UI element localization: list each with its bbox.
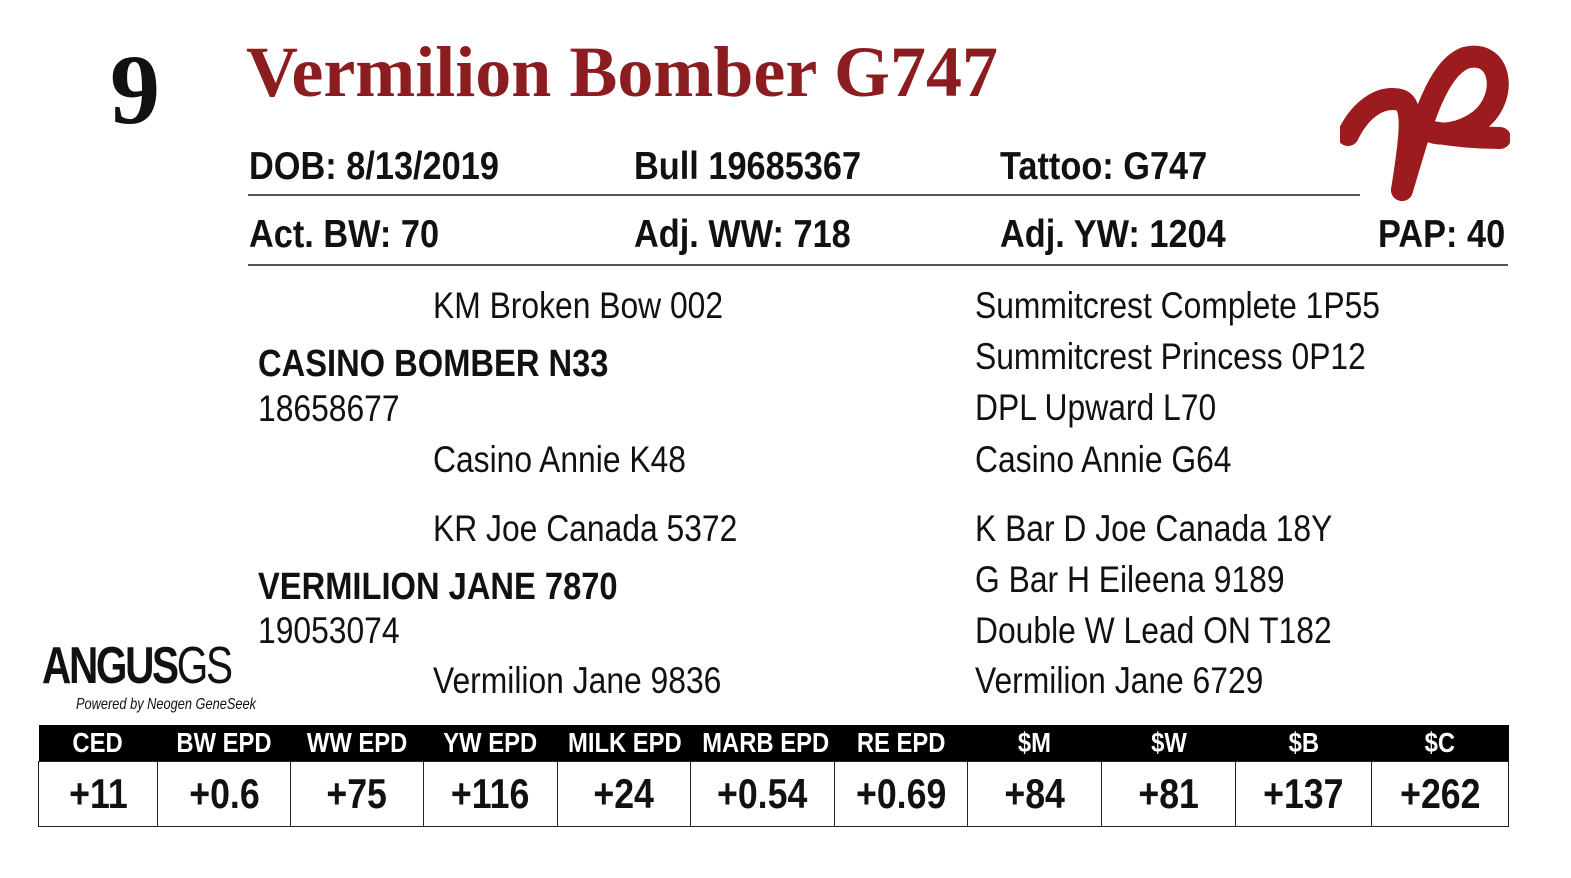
pap-score: PAP: 40 [1378,213,1506,256]
epd-value-row [39,762,1509,827]
epd-value-m: +84 [968,762,1102,827]
dam-sire-dam: G Bar H Eileena 9189 [975,559,1285,600]
epd-header-yw: YW EPD [424,725,558,762]
epd-header-w: $W [1102,725,1236,762]
dam-registration: 19053074 [258,610,400,651]
epd-value-re: +0.69 [835,762,968,827]
sire-sire: KM Broken Bow 002 [433,285,724,326]
epd-value-c: +262 [1372,762,1509,827]
epd-value-bw: +0.6 [158,762,291,827]
sire-name: CASINO BOMBER N33 [258,343,609,385]
epd-header-bw: BW EPD [158,725,291,762]
epd-header-m: $M [968,725,1102,762]
dam-dam: Vermilion Jane 9836 [433,660,722,701]
tattoo: Tattoo: G747 [1000,145,1208,188]
dam-name: VERMILION JANE 7870 [258,566,618,608]
lot-number: 9 [110,34,160,145]
angus-logo-text: ANGUS [42,637,177,695]
registration-number: Bull 19685367 [634,145,862,188]
angus-logo-gs: GS [176,637,231,695]
epd-value-ced: +11 [39,762,158,827]
dam-sire-sire: K Bar D Joe Canada 18Y [975,508,1333,549]
dam-dam-dam: Vermilion Jane 6729 [975,660,1264,701]
dob: DOB: 8/13/2019 [249,145,499,188]
epd-header-milk: MILK EPD [558,725,691,762]
dam-sire: KR Joe Canada 5372 [433,508,738,549]
dam-dam-sire: Double W Lead ON T182 [975,610,1332,651]
actual-birth-weight: Act. BW: 70 [249,213,440,256]
angus-logo-tagline: Powered by Neogen GeneSeek [76,696,257,713]
epd-header-ww: WW EPD [291,725,424,762]
epd-header-re: RE EPD [835,725,968,762]
epd-value-w: +81 [1102,762,1236,827]
epd-header-c: $C [1372,725,1509,762]
animal-name: Vermilion Bomber G747 [246,32,998,112]
sire-dam-sire: DPL Upward L70 [975,387,1217,428]
epd-value-milk: +24 [558,762,691,827]
epd-header-marb: MARB EPD [691,725,835,762]
epd-table [38,725,1509,827]
epd-value-b: +137 [1236,762,1372,827]
adjusted-weaning-weight: Adj. WW: 718 [634,213,851,256]
vr-brand-logo-icon [1340,40,1510,205]
sire-sire-sire: Summitcrest Complete 1P55 [975,285,1380,326]
sire-sire-dam: Summitcrest Princess 0P12 [975,336,1366,377]
epd-value-yw: +116 [424,762,558,827]
angus-gs-logo [42,637,257,720]
epd-header-b: $B [1236,725,1372,762]
divider-2 [248,264,1508,266]
divider-1 [248,194,1360,196]
epd-value-marb: +0.54 [691,762,835,827]
epd-header-row [39,725,1509,762]
sire-registration: 18658677 [258,388,400,429]
sire-dam-dam: Casino Annie G64 [975,439,1232,480]
adjusted-yearling-weight: Adj. YW: 1204 [1000,213,1226,256]
epd-header-ced: CED [39,725,158,762]
sire-dam: Casino Annie K48 [433,439,686,480]
epd-value-ww: +75 [291,762,424,827]
